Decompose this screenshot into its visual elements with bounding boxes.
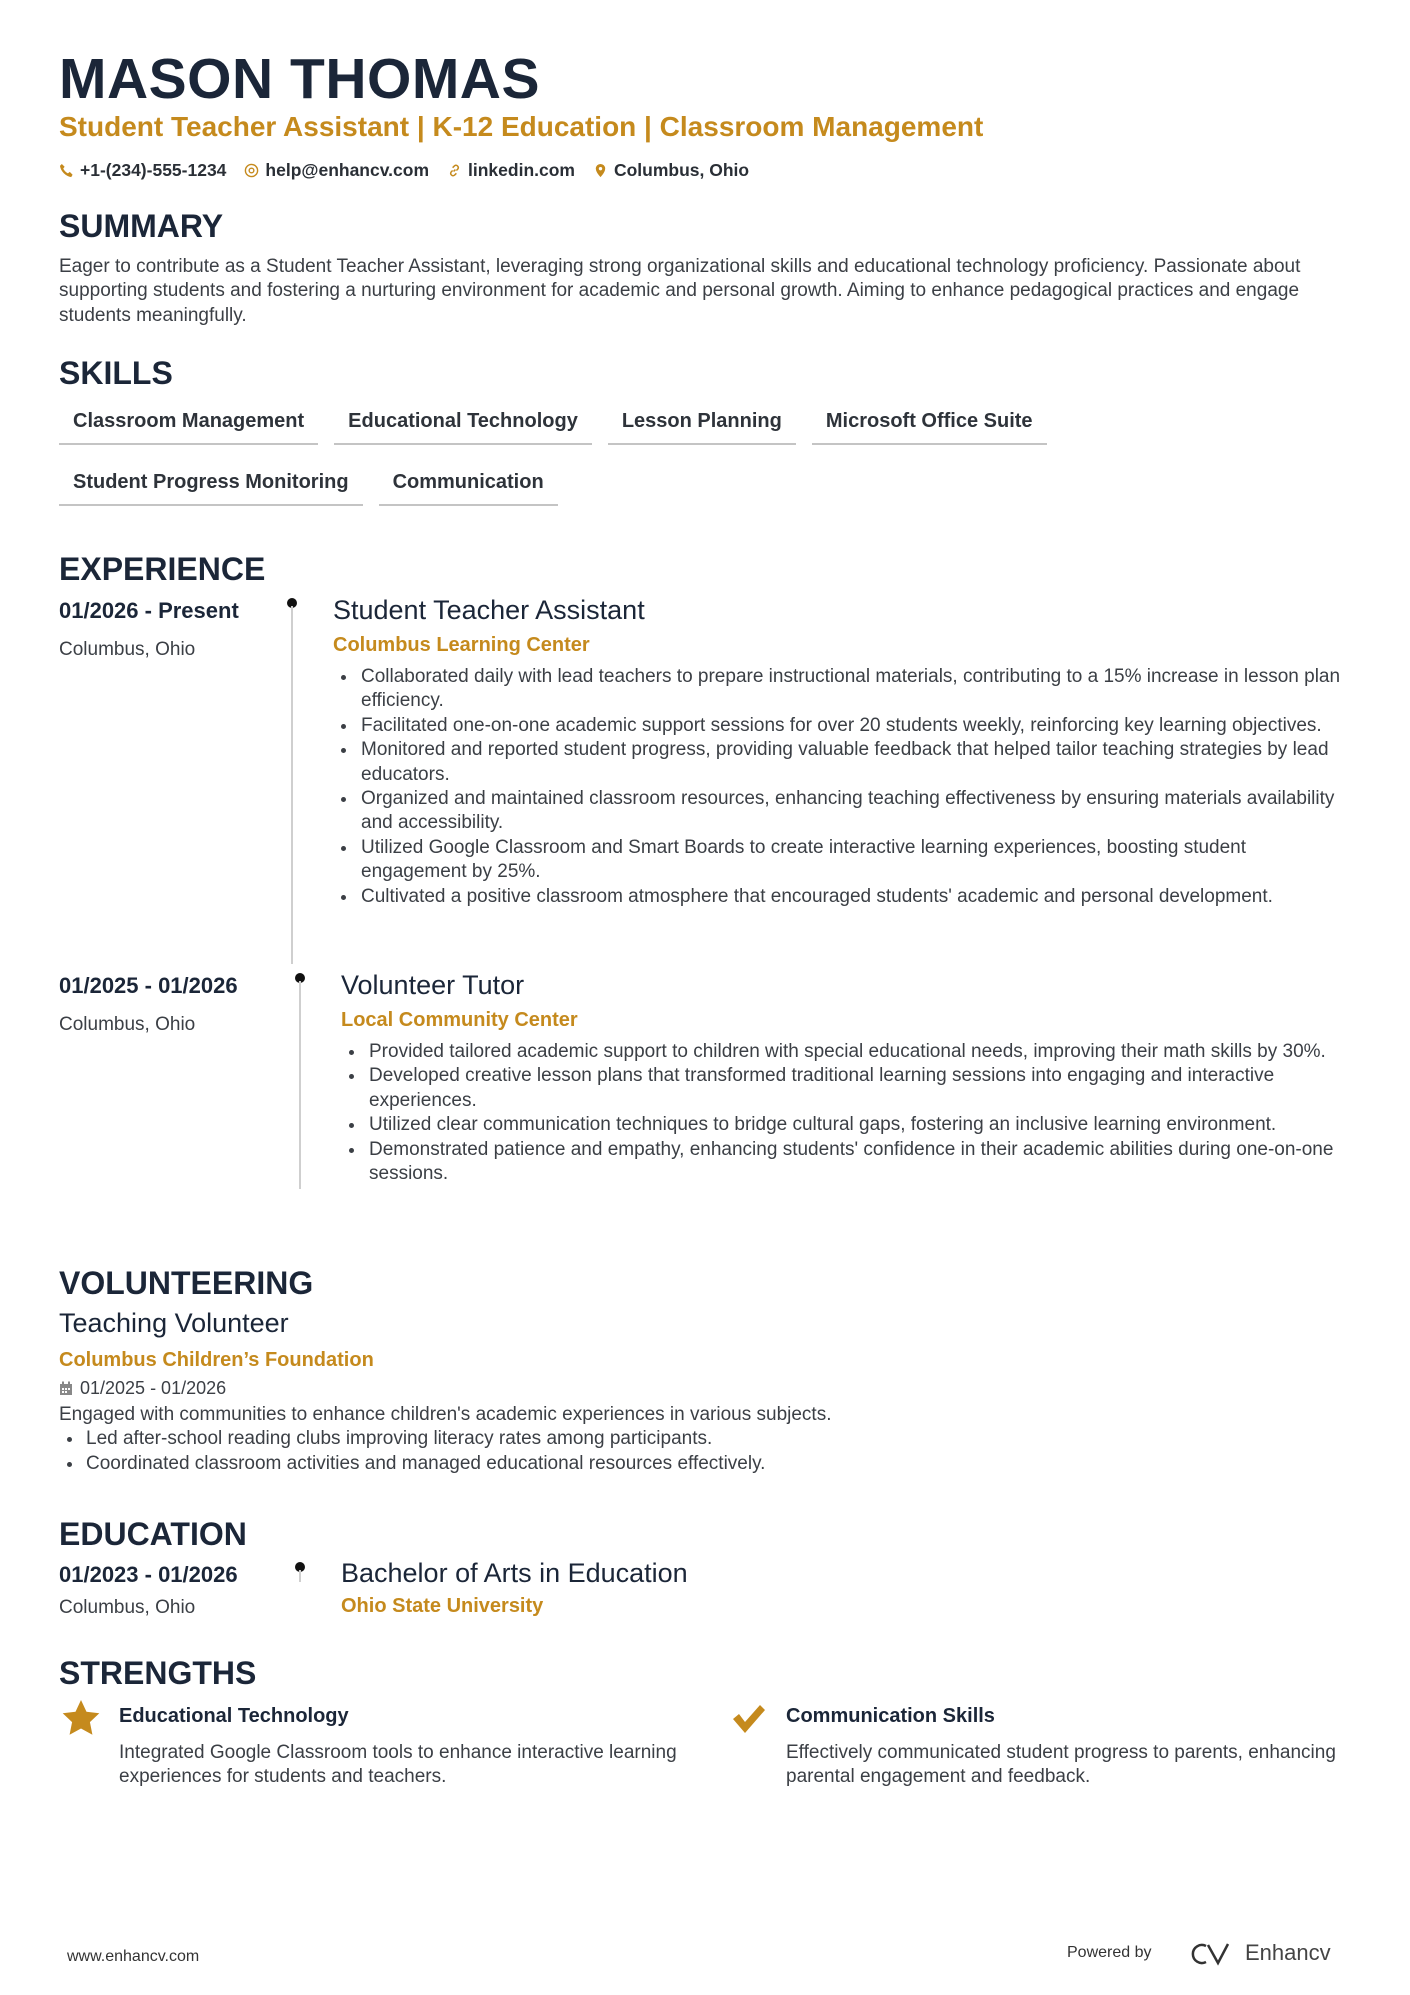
bullet: Developed creative lesson plans that transformed traditional learning sessions into engaging and interactive experiences.: [341, 1064, 1361, 1113]
bullet: Utilized clear communication techniques to bridge cultural gaps, fostering an inclusive learning environment.: [341, 1113, 1361, 1137]
experience-role: Student Teacher Assistant: [333, 595, 645, 625]
experience-bullets: [333, 665, 1353, 909]
skill-chip: Communication: [379, 467, 558, 506]
phone-icon: [59, 163, 74, 178]
experience-company: Local Community Center: [341, 1009, 578, 1031]
experience-heading: EXPERIENCE: [59, 551, 266, 587]
at-icon: [244, 163, 259, 178]
contact-email[interactable]: help@enhancv.com: [244, 160, 429, 181]
education-location: Columbus, Ohio: [59, 1597, 196, 1618]
skill-chip: Educational Technology: [334, 406, 592, 445]
bullet: Facilitated one-on-one academic support sessions for over 20 students weekly, reinforcing key learning objectives.: [333, 714, 1353, 738]
volunteer-bullets: [59, 1427, 1159, 1476]
bullet: Organized and maintained classroom resources, enhancing teaching effectiveness by ensuring materials availability and accessibility.: [333, 787, 1353, 836]
contact-phone: +1-(234)-555-1234: [59, 160, 226, 181]
timeline-line: [299, 981, 301, 1189]
bullet: Utilized Google Classroom and Smart Boards to create interactive learning experiences, boosting student engagement by 25%.: [333, 836, 1353, 885]
bullet: Cultivated a positive classroom atmosphere that encouraged students' academic and personal development.: [333, 885, 1353, 909]
volunteer-date-row: [59, 1378, 1159, 1399]
bullet: Monitored and reported student progress, providing valuable feedback that helped tailor teaching strategies by lead educators.: [333, 738, 1353, 787]
experience-role: Volunteer Tutor: [341, 970, 525, 1000]
summary-text: Eager to contribute as a Student Teacher Assistant, leveraging strong organizational skills and educational technology proficiency. Passionate about supporting students and fostering a nurturing environment for academic and personal growth. Aiming to enhance pedagogical practices and engage students meaningfully.: [59, 256, 1301, 326]
education-school: Ohio State University: [341, 1595, 544, 1617]
skill-chip: Microsoft Office Suite: [812, 406, 1047, 445]
headline: Student Teacher Assistant | K-12 Education | Classroom Management: [59, 111, 984, 142]
education-date: 01/2023 - 01/2026: [59, 1562, 238, 1587]
experience-company: Columbus Learning Center: [333, 634, 590, 656]
enhancv-brand: Enhancv: [1245, 1940, 1331, 1965]
bullet: Coordinated classroom activities and managed educational resources effectively.: [59, 1452, 1159, 1476]
strengths-heading: STRENGTHS: [59, 1655, 257, 1691]
volunteer-date: 01/2025 - 01/2026: [80, 1378, 227, 1398]
experience-item: [341, 970, 1361, 1186]
experience-location: Columbus, Ohio: [59, 639, 196, 660]
bullet: Demonstrated patience and empathy, enhancing students' confidence in their academic abilities during one-on-one sessions.: [341, 1138, 1361, 1187]
skill-chip: Student Progress Monitoring: [59, 467, 363, 506]
experience-bullets: [341, 1040, 1361, 1186]
volunteer-description: Engaged with communities to enhance children's academic experiences in various subjects.: [59, 1404, 832, 1425]
volunteer-org: Columbus Children’s Foundation: [59, 1349, 374, 1371]
contact-location: Columbus, Ohio: [593, 160, 749, 181]
strength-title: Communication Skills: [786, 1705, 995, 1727]
contact-linkedin[interactable]: linkedin.com: [447, 160, 575, 181]
timeline-line: [299, 1570, 301, 1582]
experience-item: [333, 595, 1353, 909]
experience-location: Columbus, Ohio: [59, 1014, 196, 1035]
volunteering-item: [59, 1308, 1159, 1476]
calendar-icon: [59, 1381, 73, 1396]
skill-chip: Lesson Planning: [608, 406, 796, 445]
footer-website[interactable]: www.enhancv.com: [67, 1948, 200, 1965]
skills-heading: SKILLS: [59, 355, 173, 391]
skill-chip: Classroom Management: [59, 406, 318, 445]
summary-heading: SUMMARY: [59, 208, 224, 244]
skills-list: [59, 406, 1159, 506]
check-icon: [731, 1704, 767, 1734]
link-icon: [447, 163, 462, 178]
bullet: Led after-school reading clubs improving literacy rates among participants.: [59, 1427, 1159, 1451]
strength-title: Educational Technology: [119, 1705, 349, 1727]
education-heading: EDUCATION: [59, 1516, 247, 1552]
bullet: Collaborated daily with lead teachers to prepare instructional materials, contributing to a 15% increase in lesson plan efficiency.: [333, 665, 1353, 714]
timeline-line: [291, 606, 293, 964]
strength-text: Effectively communicated student progress to parents, enhancing parental engagement and feedback.: [786, 1742, 1336, 1788]
strength-text: Integrated Google Classroom tools to enhance interactive learning experiences for students and teachers.: [119, 1742, 677, 1788]
enhancv-logo-icon: [1188, 1941, 1234, 1967]
contact-bar: [59, 160, 749, 181]
star-icon: [62, 1700, 100, 1736]
experience-date: 01/2026 - Present: [59, 598, 239, 623]
bullet: Provided tailored academic support to children with special educational needs, improving their math skills by 30%.: [341, 1040, 1361, 1064]
volunteering-heading: VOLUNTEERING: [59, 1265, 314, 1301]
education-degree: Bachelor of Arts in Education: [341, 1558, 688, 1588]
candidate-name: MASON THOMAS: [59, 47, 540, 111]
volunteer-role: Teaching Volunteer: [59, 1308, 289, 1338]
location-icon: [593, 163, 608, 178]
powered-by-label: Powered by: [1067, 1944, 1152, 1961]
experience-date: 01/2025 - 01/2026: [59, 973, 238, 998]
